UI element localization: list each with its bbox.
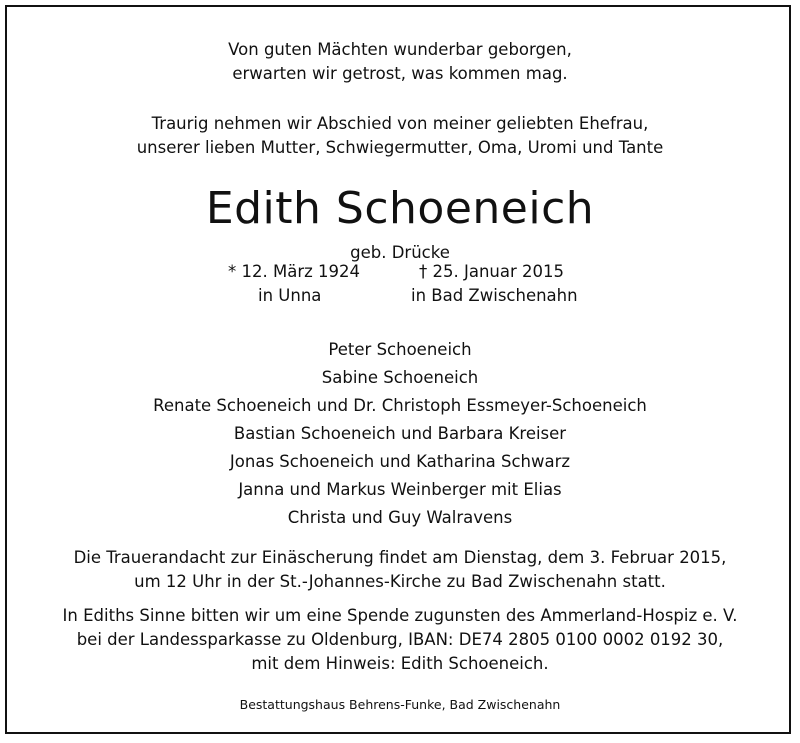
- donation-line: In Ediths Sinne bitten wir um eine Spende zugunsten des Ammerland-Hospiz e. V.: [62, 606, 738, 625]
- birth-place: in Unna: [258, 286, 322, 305]
- mourner-line: Janna und Markus Weinberger mit Elias: [238, 480, 562, 499]
- birth-date: * 12. März 1924: [228, 262, 361, 281]
- mourner-line: Jonas Schoeneich und Katharina Schwarz: [229, 452, 571, 471]
- mourner-line: Christa und Guy Walravens: [287, 508, 513, 527]
- intro-line: unserer lieben Mutter, Schwiegermutter, Oma, Uromi und Tante: [136, 138, 664, 157]
- intro-line: Traurig nehmen wir Abschied von meiner geliebten Ehefrau,: [151, 114, 649, 133]
- maiden-name: geb. Drücke: [350, 243, 450, 262]
- donation-line: bei der Landessparkasse zu Oldenburg, IBAN: DE74 2805 0100 0002 0192 30,: [76, 630, 724, 649]
- donation-line: mit dem Hinweis: Edith Schoeneich.: [251, 654, 549, 673]
- mourner-line: Peter Schoeneich: [328, 340, 472, 359]
- mourner-line: Bastian Schoeneich und Barbara Kreiser: [233, 424, 567, 443]
- mourner-line: Sabine Schoeneich: [321, 368, 479, 387]
- death-place: in Bad Zwischenahn: [411, 286, 578, 305]
- funeral-home: Bestattungshaus Behrens-Funke, Bad Zwischenahn: [239, 697, 561, 712]
- mourner-line: Renate Schoeneich und Dr. Christoph Essmeyer-Schoeneich: [153, 396, 647, 415]
- deceased-name: Edith Schoeneich: [205, 183, 595, 234]
- verse-line: Von guten Mächten wunderbar geborgen,: [228, 40, 572, 59]
- service-line: Die Trauerandacht zur Einäscherung findet am Dienstag, dem 3. Februar 2015,: [73, 548, 727, 567]
- verse-line: erwarten wir getrost, was kommen mag.: [232, 64, 568, 83]
- service-line: um 12 Uhr in der St.-Johannes-Kirche zu Bad Zwischenahn statt.: [134, 572, 666, 591]
- death-date: † 25. Januar 2015: [419, 262, 565, 281]
